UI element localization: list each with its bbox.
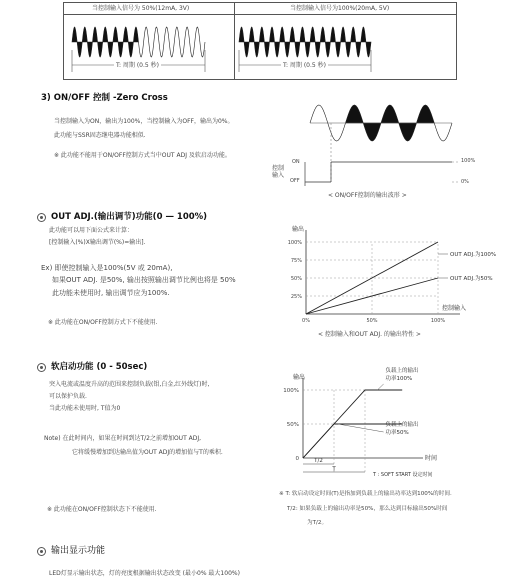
zero-cross-note: ※ 此功能不能用于ON/OFF控制方式当中OUT ADJ 及软启动功能。 bbox=[54, 152, 231, 159]
soft-start-title: 软启动功能 (0 - 50sec) bbox=[51, 362, 148, 372]
zc-pct-100: 100% bbox=[461, 158, 476, 164]
right-period-label: T: 周期 (0.5 秒) bbox=[283, 62, 326, 69]
soft-start-fig-note2: T/2: 如果负载上的输出功率是50%，那么达到目标输出50%时间 bbox=[287, 506, 448, 512]
series-label: 负载上的输出 bbox=[385, 422, 419, 428]
marker-label: T/2 bbox=[314, 458, 323, 464]
out-adj-chart-caption: < 控制输入和OUT ADJ. 的输出特性 > bbox=[318, 331, 421, 338]
x-tick-label: 50% bbox=[366, 318, 378, 324]
out-adj-line2: [控制输入(%)X输出调节(%)=输出]. bbox=[49, 239, 146, 246]
zero-cross-title: 3) ON/OFF 控制 -Zero Cross bbox=[41, 93, 168, 103]
zero-cross-line1: 当控制输入为ON，输出为100%，当控制输入为OFF，输出为0%。 bbox=[54, 118, 234, 125]
y-tick-label: 100% bbox=[287, 240, 302, 246]
sine-half-cycle bbox=[310, 105, 328, 123]
sine-half-cycle bbox=[363, 123, 381, 141]
sine-half-cycle bbox=[399, 123, 417, 141]
out-adj-ex2: 如果OUT ADJ. 是50%, 输出按照输出调节比例也将是 50% bbox=[52, 276, 236, 284]
display-title: 输出显示功能 bbox=[51, 546, 106, 556]
zc-side-label-1: 控制 bbox=[272, 165, 285, 172]
out-adj-line1: 此功能可以用下面公式来计算： bbox=[49, 227, 134, 234]
soft-start-line3: 当此功能未使用时, T值为0 bbox=[49, 405, 121, 412]
out-adj-note: ※ 此功能在ON/OFF控制方式下不能使用. bbox=[48, 319, 158, 326]
soft-start-fig-note1: ※ T: 软启动设定时间(T)是指加到负载上的输出功率达到100%的时间. bbox=[279, 491, 452, 497]
left-header: 当控制输入信号为 50%(12mA, 3V) bbox=[92, 5, 190, 12]
zc-caption: < ON/OFF控制的输出波形 > bbox=[328, 192, 407, 199]
soft-start-bullet-icon bbox=[37, 363, 46, 372]
zc-side-label-2: 输入 bbox=[272, 172, 285, 179]
series-label: OUT ADJ.为100% bbox=[450, 252, 497, 258]
zc-pct-0: 0% bbox=[461, 179, 469, 185]
out-adj-ex1: Ex) 即使控制输入是100%(5V 或 20mA), bbox=[41, 264, 173, 272]
y-axis-label: 输出 bbox=[292, 226, 305, 233]
series-label: 负载上的输出 bbox=[385, 368, 419, 374]
series-leader bbox=[377, 384, 383, 390]
marker-caption: T : SOFT START 设定时间 bbox=[373, 472, 433, 478]
on-off-step bbox=[305, 162, 452, 186]
sine-half-cycle bbox=[417, 105, 435, 123]
soft-start-fig-note3: 为T/2。 bbox=[307, 520, 328, 526]
series-label: 功率50% bbox=[385, 430, 409, 436]
right-header: 当控制输入信号为100%(20mA, 5V) bbox=[290, 5, 390, 12]
out-adj-ex3: 此功能未使用时, 输出调节应为100%. bbox=[52, 289, 170, 297]
y-tick-label: 50% bbox=[286, 422, 299, 428]
left-period-label: T: 周期 (0.5 秒) bbox=[116, 62, 159, 69]
sine-half-cycle bbox=[381, 105, 399, 123]
series-leader bbox=[338, 424, 384, 432]
marker-label: T bbox=[332, 466, 336, 473]
y-tick-label: 0 bbox=[295, 456, 299, 462]
soft-start-line2: 可以保护负载. bbox=[49, 393, 87, 400]
out-adj-bullet-icon bbox=[37, 213, 46, 222]
out-adj-title: OUT ADJ.(输出调节)功能(0 — 100%) bbox=[51, 212, 208, 222]
zero-cross-figure bbox=[0, 0, 525, 200]
series-label: OUT ADJ.为50% bbox=[450, 276, 493, 282]
y-tick-label: 75% bbox=[290, 258, 302, 264]
display-bullet-icon bbox=[37, 547, 46, 556]
soft-start-line1: 突入电流或温度升高的范围来控制负载(钼,白金,红外线灯)时, bbox=[49, 381, 210, 388]
soft-start-note1: Note) 在此时间内，如果在时间到达T/2之前增加OUT ADJ, bbox=[44, 435, 202, 442]
soft-start-chart bbox=[270, 370, 505, 482]
sine-half-cycle bbox=[434, 123, 452, 141]
zc-on-label: ON bbox=[292, 159, 300, 165]
y-tick-label: 50% bbox=[290, 276, 302, 282]
soft-start-note2: 它将缓慢增加到达输出值为OUT ADJ的增加值与T的乘积. bbox=[72, 449, 223, 456]
y-axis-label: 输出 bbox=[293, 374, 306, 381]
display-line1: LED灯显示输出状态，灯的亮度根据输出状态改变 (最小0% 最大100%) bbox=[49, 570, 240, 577]
sine-half-cycle bbox=[346, 105, 364, 123]
out-adj-chart bbox=[270, 222, 497, 324]
zero-cross-line2: 此功能与SSR固态继电器功能相似. bbox=[54, 132, 146, 139]
zc-off-label: OFF bbox=[290, 178, 300, 184]
y-tick-label: 25% bbox=[290, 294, 302, 300]
x-tick-label: 0% bbox=[302, 318, 310, 324]
x-axis-label: 控制输入 bbox=[442, 305, 467, 312]
x-axis-label: 时间 bbox=[425, 455, 438, 462]
soft-start-note3: ※ 此功能在ON/OFF控制状态下不能使用. bbox=[47, 506, 157, 513]
series-label: 功率100% bbox=[385, 376, 413, 382]
sine-half-cycle bbox=[328, 123, 346, 141]
x-tick-label: 100% bbox=[430, 318, 446, 324]
y-tick-label: 100% bbox=[283, 388, 299, 394]
